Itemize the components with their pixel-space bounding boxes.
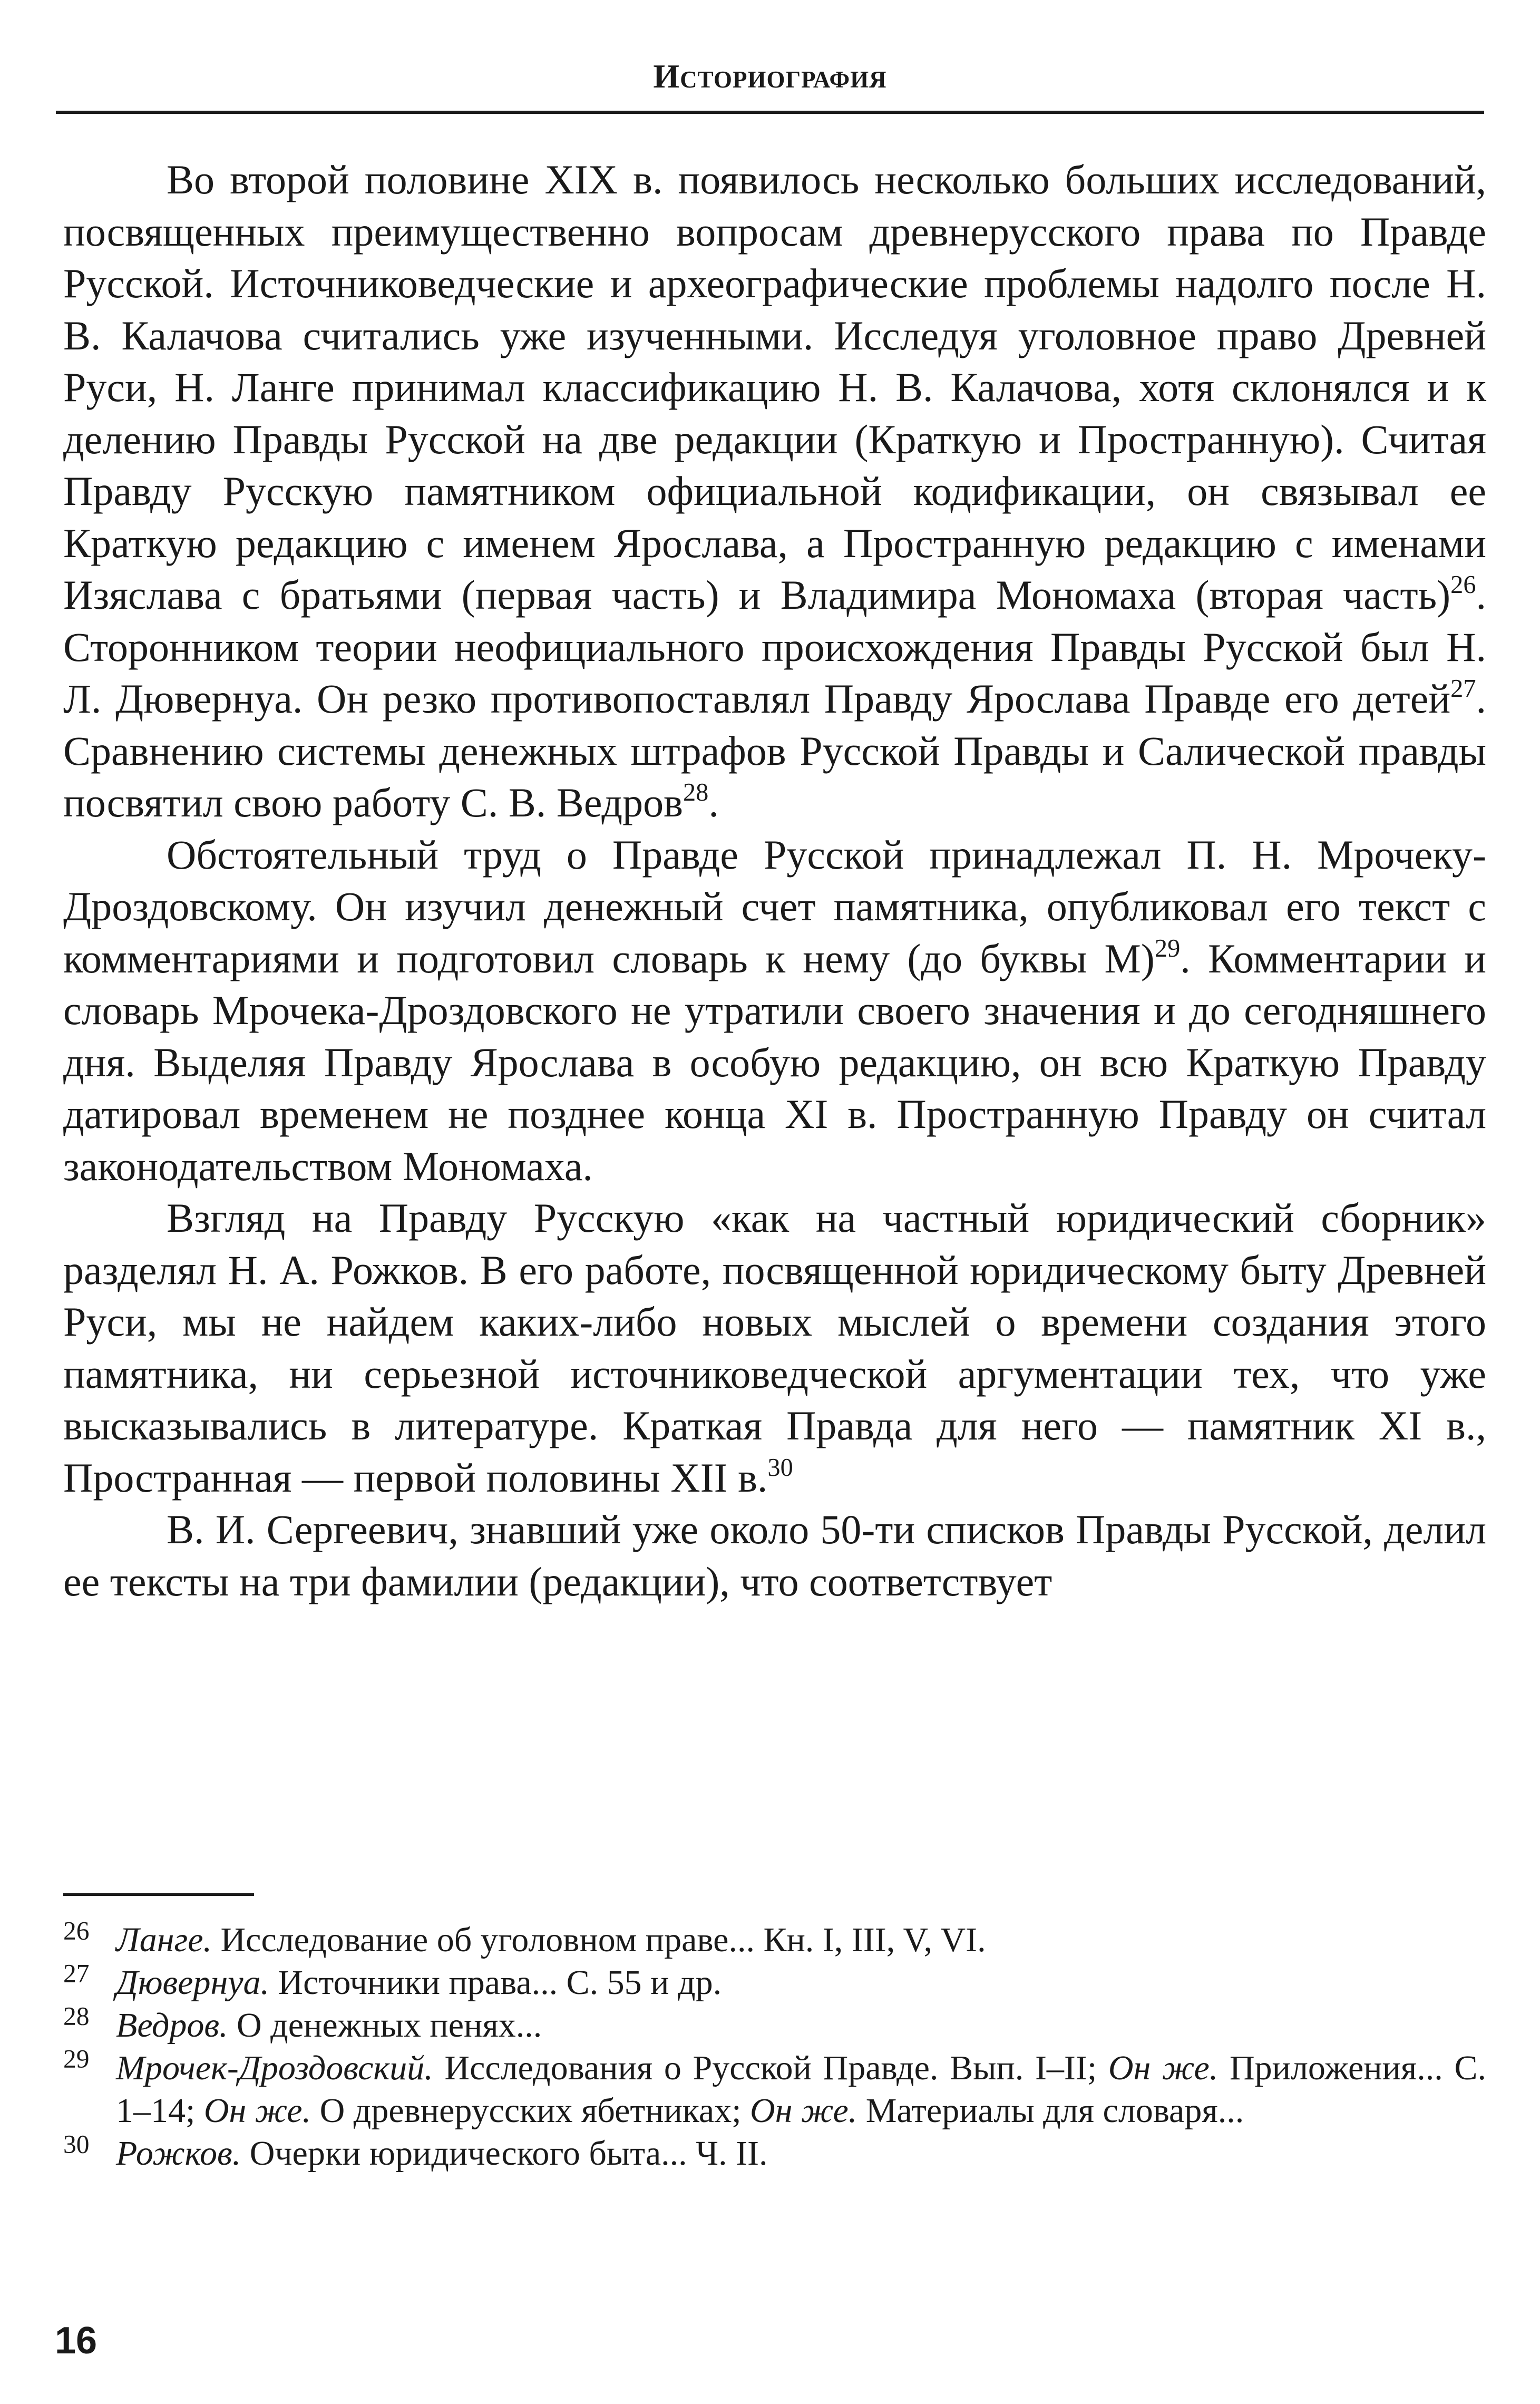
text-run: Во второй половине XIX в. появилось несколько больших исследований, посвященных преимущественно вопросам древнерусского права по Правде Русской. Источниковедческие и археографические проблемы надолго после Н. В. Калачова считались уже изученными. Исследуя уголовное право Древней Руси, Н. Ланге принимал классификацию Н. В. Калачова, хотя склонялся и к делению Правды Русской на две редакции (Краткую и Пространную). Считая Правду Русскую памятником официальной кодификации, он связывал ее Краткую редакцию с именем Ярослава, а Пространную редакцию с именами Изяслава с братьями (первая часть) и Владимира Мономаха (вторая часть)	[63, 157, 1486, 618]
cited-author: Он же.	[1108, 2049, 1219, 2087]
text-run: Очерки юридического быта... Ч. II.	[241, 2134, 768, 2173]
text-run: . Комментарии и словарь Мрочека-Дроздовского не утратили своего значения и до сегодняшнего дня. Выделяя Правду Ярослава в особую редакцию, он всю Краткую Правду датировал временем не позднее конца XI в. Пространную Правду он считал законодательством Мономаха.	[63, 935, 1486, 1189]
footnote-reference: 27	[1450, 675, 1476, 703]
footnote-reference: 26	[1450, 571, 1476, 599]
text-run: Обстоятельный труд о Правде Русской принадлежал П. Н. Мрочеку-Дроздовскому. Он изучил денежный счет памятника, опубликовал его текст с комментариями и подготовил словарь к нему (до буквы М)	[63, 831, 1486, 981]
footnote-reference: 28	[683, 778, 709, 807]
footnote-number-wrap	[63, 2001, 116, 2047]
footnote-separator	[63, 1893, 254, 1896]
text-run: Приложения... С. 1–14;	[116, 2049, 1486, 2130]
text-run: О древнерусских ябетниках;	[311, 2091, 750, 2130]
cited-author: Он же.	[203, 2091, 311, 2130]
footnote-number: 29	[63, 2044, 90, 2074]
footnote-reference: 29	[1154, 934, 1181, 962]
footnote	[63, 2044, 1486, 2132]
footnote-number: 26	[63, 1916, 90, 1945]
footnote-reference: 30	[767, 1453, 793, 1482]
paragraph	[63, 1504, 1486, 1608]
text-run: Материалы для словаря...	[857, 2091, 1244, 2130]
main-text	[63, 154, 1486, 1608]
cited-author: Дювернуа.	[116, 1963, 270, 2002]
footnote-number-wrap	[63, 2044, 116, 2089]
text-run: Источники права... С. 55 и др.	[269, 1963, 722, 2002]
cited-author: Мрочек-Дроздовский.	[116, 2049, 433, 2087]
paragraph	[63, 829, 1486, 1193]
text-run: Исследования о Русской Правде. Вып. I–II;	[433, 2049, 1108, 2087]
text-run: В. И. Сергеевич, знавший уже около 50-ти списков Правды Русской, делил ее тексты на три фамилии (редакции), что соответствует	[63, 1506, 1486, 1604]
text-run: . Сравнению системы денежных штрафов Русской Правды и Салической правды посвятил свою работу С. В. Ведров	[63, 676, 1486, 825]
running-head: Историография	[653, 57, 887, 95]
footnotes	[63, 1916, 1486, 2175]
footnote-number-wrap	[63, 1916, 116, 1961]
footnote-number: 30	[63, 2129, 90, 2159]
text-run: Взгляд на Правду Русскую «как на частный юридический сборник» разделял Н. А. Рожков. В его работе, посвященной юридическому быту Древней Руси, мы не найдем каких-либо новых мыслей о времени создания этого памятника, ни серьезной источниковедческой аргументации тех, что уже высказывались в литературе. Краткая Правда для него — памятник XI в., Пространная — первой половины XII в.	[63, 1195, 1486, 1501]
header-rule	[56, 111, 1484, 114]
footnote	[63, 1961, 1486, 2004]
paragraph	[63, 1192, 1486, 1504]
page-number: 16	[55, 2320, 98, 2362]
cited-author: Ведров.	[116, 2006, 228, 2045]
footnote	[63, 2001, 1486, 2047]
text-run: Исследование об уголовном праве... Кн. I, III, V, VI.	[211, 1921, 986, 1959]
footnote-number: 27	[63, 1959, 90, 1988]
paragraph	[63, 154, 1486, 829]
footnote	[63, 1916, 1486, 1961]
text-run: О денежных пенях...	[228, 2006, 542, 2045]
cited-author: Ланге.	[116, 1921, 212, 1959]
text-run: . Сторонником теории неофициального происхождения Правды Русской был Н. Л. Дювернуа. Он резко противопоставлял Правду Ярослава Правде его детей	[63, 572, 1486, 722]
cited-author: Рожков.	[116, 2134, 241, 2173]
cited-author: Он же.	[750, 2091, 857, 2130]
footnote-number-wrap	[63, 2129, 116, 2175]
footnote-number: 28	[63, 2001, 90, 2031]
footnote	[63, 2129, 1486, 2175]
footnote-number-wrap	[63, 1961, 116, 2004]
text-run: .	[708, 780, 719, 825]
